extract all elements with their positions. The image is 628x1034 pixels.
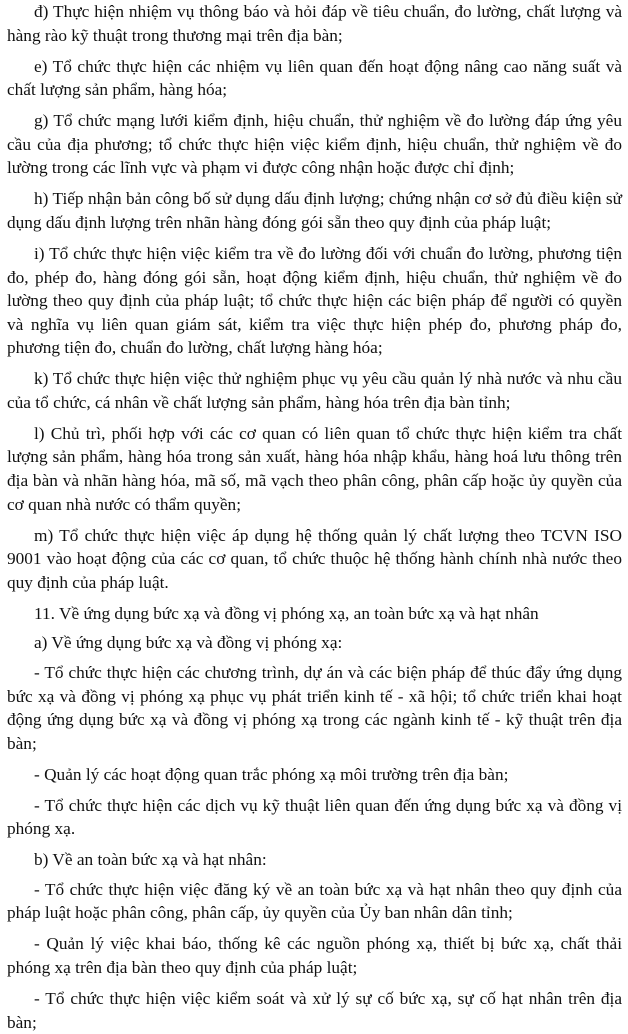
bullet-item: - Tổ chức thực hiện việc đăng ký về an toàn bức xạ và hạt nhân theo quy định của pháp luật hoặc phân công, phân cấp, ủy quyền của Ủy ban nhân dân tỉnh; (7, 879, 622, 923)
bullet-item: - Tổ chức thực hiện việc kiểm soát và xử lý sự cố bức xạ, sự cố hạt nhân trên địa bàn; (7, 989, 622, 1032)
subsection-heading-b: b) Về an toàn bức xạ và hạt nhân: (34, 850, 267, 870)
paragraph-h: h) Tiếp nhận bản công bố sử dụng dấu định lượng; chứng nhận cơ sở đủ điều kiện sử dụng dấu định lượng trên nhãn hàng đóng gói sẵn theo quy định của pháp luật; (7, 189, 622, 232)
paragraph-e: e) Tổ chức thực hiện các nhiệm vụ liên quan đến hoạt động nâng cao năng suất và chất lượng sản phẩm, hàng hóa; (7, 56, 622, 100)
subsection-heading-a: a) Về ứng dụng bức xạ và đồng vị phóng xạ: (34, 633, 343, 653)
paragraph-d-bar: đ) Thực hiện nhiệm vụ thông báo và hỏi đáp về tiêu chuẩn, đo lường, chất lượng và hàng rào kỹ thuật trong thương mại trên địa bàn; (7, 2, 622, 45)
paragraph-g: g) Tổ chức mạng lưới kiểm định, hiệu chuẩn, thử nghiệm về đo lường đáp ứng yêu cầu của địa phương; tổ chức thực hiện việc kiểm định, hiệu chuẩn, thử nghiệm về đo lường trong các lĩnh vực và phạm vi được công nhận hoặc được chỉ định; (7, 111, 622, 178)
bullet-item: - Tổ chức thực hiện các dịch vụ kỹ thuật liên quan đến ứng dụng bức xạ và đồng vị phóng xạ. (7, 795, 622, 839)
paragraph-i: i) Tổ chức thực hiện việc kiểm tra về đo lường đối với chuẩn đo lường, phương tiện đo, phép đo, hàng đóng gói sẵn, hoạt động kiểm định, hiệu chuẩn, thử nghiệm về đo lường theo quy định của pháp luật; tổ chức thực hiện các biện pháp để người có quyền và nghĩa vụ liên quan giám sát, kiểm tra việc thực hiện phép đo, phương pháp đo, phương tiện đo, chuẩn đo lường, chất lượng hàng hóa; (7, 243, 622, 358)
bullet-item: - Tổ chức thực hiện các chương trình, dự án và các biện pháp để thúc đẩy ứng dụng bức xạ và đồng vị phóng xạ phục vụ phát triển kinh tế - xã hội; tổ chức triển khai hoạt động ứng dụng bức xạ và đồng vị phóng xạ trong các ngành kinh tế - kỹ thuật trên địa bàn; (7, 662, 622, 753)
paragraph-k: k) Tổ chức thực hiện việc thử nghiệm phục vụ yêu cầu quản lý nhà nước và nhu cầu của tổ chức, cá nhân về chất lượng sản phẩm, hàng hóa trên địa bàn tỉnh; (7, 369, 622, 412)
section-heading-11: 11. Về ứng dụng bức xạ và đồng vị phóng xạ, an toàn bức xạ và hạt nhân (34, 603, 539, 623)
bullet-item: - Quản lý các hoạt động quan trắc phóng xạ môi trường trên địa bàn; (34, 764, 509, 784)
bullet-item: - Quản lý việc khai báo, thống kê các nguồn phóng xạ, thiết bị bức xạ, chất thải phóng xạ trên địa bàn theo quy định của pháp luật; (7, 934, 622, 978)
paragraph-m: m) Tổ chức thực hiện việc áp dụng hệ thống quản lý chất lượng theo TCVN ISO 9001 vào hoạt động của các cơ quan, tổ chức thuộc hệ thống hành chính nhà nước theo quy định của pháp luật. (7, 525, 622, 592)
paragraph-l: l) Chủ trì, phối hợp với các cơ quan có liên quan tổ chức thực hiện kiểm tra chất lượng sản phẩm, hàng hóa trong sản xuất, hàng hóa nhập khẩu, hàng hoá lưu thông trên địa bàn và nhãn hàng hóa, mã số, mã vạch theo phân công, phân cấp hoặc ủy quyền của cơ quan nhà nước có thẩm quyền; (7, 423, 622, 514)
